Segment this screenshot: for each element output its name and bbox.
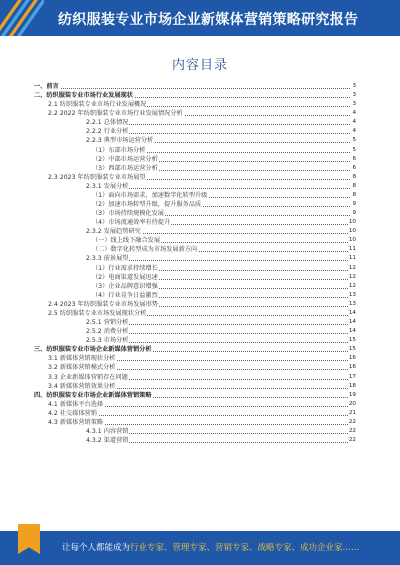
toc-entry-title: 2.2.2 行业分析 [86, 128, 129, 136]
toc-entry-page: 11 [348, 246, 356, 253]
toc-entry-page: 10 [348, 228, 356, 235]
toc-entry[interactable] [34, 147, 356, 154]
toc-entry-title: 3.3 企业新媒体营销存在问题 [48, 373, 128, 381]
toc-entry-title: （4）行业竞争日益激烈 [92, 291, 158, 299]
toc-entry[interactable] [34, 183, 356, 190]
page-header [0, 0, 400, 36]
toc-entry-page: 16 [348, 364, 356, 371]
page-footer [0, 531, 400, 565]
toc-entry[interactable] [34, 364, 356, 371]
toc-entry[interactable] [34, 319, 356, 326]
toc-entry[interactable] [34, 156, 356, 163]
footer-slogan-highlight: 行业专家、管理专家、营销专家、战略专家、成功企业家…… [130, 543, 360, 553]
toc-entry-page: 3 [352, 83, 356, 89]
toc-entry-title: 3.4 新媒体营销效果分析 [48, 382, 116, 390]
toc-entry-page: 8 [352, 173, 356, 180]
toc-leader-dots [34, 88, 350, 89]
toc-entry-title: 4.3 新媒体营销策略 [48, 418, 104, 426]
toc-entry-page: 6 [352, 164, 356, 171]
toc-entry-title: （1）面向市场需求，加速数字化转型升级 [92, 191, 208, 199]
toc-heading: 内容目录 [171, 58, 228, 73]
toc-entry-page: 9 [352, 210, 356, 217]
toc-entry-title: 四、纺织服装专业市场企业新媒体营销策略 [34, 391, 152, 399]
toc-entry-page: 16 [348, 355, 356, 362]
toc-entry-page: 20 [348, 400, 356, 407]
toc-entry-title: 4.1 新媒体平台选择 [48, 400, 104, 408]
toc-entry-title: （3）企业品牌意识增强 [92, 282, 158, 290]
toc-entry[interactable] [34, 410, 356, 417]
toc-entry[interactable] [34, 165, 356, 172]
toc-entry-page: 13 [348, 300, 356, 307]
toc-entry[interactable] [34, 192, 356, 199]
toc-entry[interactable] [34, 437, 356, 444]
toc-entry-title: （3）西部市场运营分析 [92, 164, 158, 172]
toc-entry[interactable] [34, 392, 356, 399]
toc-entry-page: 8 [352, 191, 356, 198]
toc-entry-page: 10 [348, 237, 356, 244]
toc-entry[interactable] [34, 283, 356, 290]
toc-entry-title: 4.2 社交媒体营销 [48, 409, 97, 417]
toc-entry[interactable] [34, 292, 356, 299]
toc-entry-title: （二）数字化转型成为市场发展新方向 [92, 246, 198, 254]
toc-entry[interactable] [34, 337, 356, 344]
toc-entry[interactable] [34, 92, 356, 99]
footer-slogan-lead: 让每个人都能成为 [62, 543, 131, 553]
toc-entry[interactable] [34, 128, 356, 135]
toc-entry-page: 4 [352, 128, 356, 135]
toc-entry-title: 一、前言 [34, 83, 59, 90]
toc-entry-page: 19 [348, 391, 356, 398]
toc-entry[interactable] [34, 210, 356, 217]
toc-entry-page: 22 [348, 418, 356, 425]
toc-entry-title: 4.3.2 渠道营销 [86, 437, 129, 445]
header-stripes-decoration [0, 0, 44, 36]
toc-entry-page: 14 [348, 328, 356, 335]
toc-entry[interactable] [34, 301, 356, 308]
toc-entry-title: 二、纺织服装专业市场行业发展现状 [34, 92, 133, 100]
toc-entry-title: 2.3.3 前景展望 [86, 255, 129, 263]
toc-entry-title: 2.5.3 市场分析 [86, 337, 129, 345]
toc-entry-page: 22 [348, 437, 356, 444]
toc-entry[interactable] [34, 246, 356, 253]
toc-entry-page: 3 [352, 92, 356, 99]
toc-entry-page: 5 [352, 146, 356, 153]
toc-entry[interactable] [34, 174, 356, 181]
toc-entry[interactable] [34, 101, 356, 108]
toc-entry-page: 18 [348, 382, 356, 389]
toc-entry[interactable] [34, 119, 356, 126]
report-title: 纺织服装专业市场企业新媒体营销策略研究报告 [58, 12, 359, 28]
toc-entry-title: 2.2.3 典型市场运营分析 [86, 137, 154, 145]
toc-entry[interactable] [34, 255, 356, 262]
toc-entry[interactable] [34, 237, 356, 244]
toc-entry-page: 9 [352, 201, 356, 208]
toc-entry[interactable] [34, 219, 356, 226]
toc-entry-page: 4 [352, 110, 356, 117]
toc-entry-page: 4 [352, 119, 356, 126]
toc-entry-page: 17 [348, 373, 356, 380]
toc-entry[interactable] [34, 83, 356, 90]
toc-entry-title: （3）市场持续规模化发展 [92, 210, 164, 218]
toc-entry-title: （1）行业需求持续增长 [92, 264, 158, 272]
toc-entry[interactable] [34, 110, 356, 117]
toc-entry[interactable] [34, 137, 356, 144]
toc-entry-page: 15 [348, 337, 356, 344]
toc-entry-page: 12 [348, 273, 356, 280]
toc-entry-page: 8 [352, 182, 356, 189]
toc-entry-title: （2）加速市场转型升级，提升服务品质 [92, 201, 202, 209]
toc-entry-title: （2）电商渠道发展迅速 [92, 273, 158, 281]
toc-entry-page: 5 [352, 137, 356, 144]
toc-entry[interactable] [34, 346, 356, 353]
toc-entry-title: 2.4 2023 年纺织服装专业市场发展形势 [48, 300, 158, 308]
table-of-contents [34, 83, 356, 446]
toc-entry-page: 14 [348, 309, 356, 316]
toc-entry-title: （2）中部市场运营分析 [92, 155, 158, 163]
toc-entry-page: 14 [348, 319, 356, 326]
toc-entry[interactable] [34, 428, 356, 435]
toc-entry-title: （4）市场流通效率有待提升 [92, 219, 171, 227]
toc-entry[interactable] [34, 265, 356, 272]
toc-entry-page: 12 [348, 264, 356, 271]
toc-entry[interactable] [34, 419, 356, 426]
toc-entry-title: 2.5.1 营销分析 [86, 319, 129, 327]
toc-entry-title: （一）线上线下融合发展 [92, 237, 161, 245]
toc-entry-title: 2.3.2 发展趋势研究 [86, 228, 141, 236]
toc-entry-title: 3.1 新媒体营销现状分析 [48, 355, 116, 363]
toc-entry[interactable] [34, 355, 356, 362]
toc-entry[interactable] [34, 401, 356, 408]
toc-entry-title: 2.3.1 发展分析 [86, 182, 129, 190]
toc-entry[interactable] [34, 201, 356, 208]
toc-entry[interactable] [34, 383, 356, 390]
toc-entry-page: 10 [348, 219, 356, 226]
toc-entry-title: 三、纺织服装专业市场企业新媒体营销分析 [34, 346, 152, 354]
toc-entry-page: 21 [348, 409, 356, 416]
toc-entry-title: （1）东部市场分析 [92, 146, 146, 154]
toc-entry[interactable] [34, 228, 356, 235]
toc-entry-title: 2.3 2023 年纺织服装专业市场展望 [48, 173, 146, 181]
toc-entry-page: 12 [348, 282, 356, 289]
toc-entry-title: 2.1 纺织服装专业市场行业发展概况 [48, 101, 147, 109]
toc-entry[interactable] [34, 274, 356, 281]
toc-entry-title: 4.3.1 内容营销 [86, 427, 129, 435]
toc-entry-page: 13 [348, 291, 356, 298]
toc-entry-page: 3 [352, 101, 356, 108]
toc-entry-title: 2.5.2 消费分析 [86, 328, 129, 336]
footer-slogan [62, 541, 360, 553]
toc-entry[interactable] [34, 374, 356, 381]
toc-entry-page: 11 [348, 255, 356, 262]
toc-entry-title: 2.2 2022 年纺织服装专业市场行业发展情况分析 [48, 110, 183, 118]
toc-entry-title: 3.2 新媒体营销模式分析 [48, 364, 116, 372]
toc-entry-page: 6 [352, 155, 356, 162]
toc-entry-title: 2.5 纺织服装专业市场发展现状分析 [48, 309, 147, 317]
toc-entry-page: 15 [348, 346, 356, 353]
toc-entry[interactable] [34, 328, 356, 335]
toc-entry-page: 22 [348, 427, 356, 434]
toc-entry-title: 2.2.1 总体情况 [86, 119, 129, 127]
toc-entry[interactable] [34, 310, 356, 317]
